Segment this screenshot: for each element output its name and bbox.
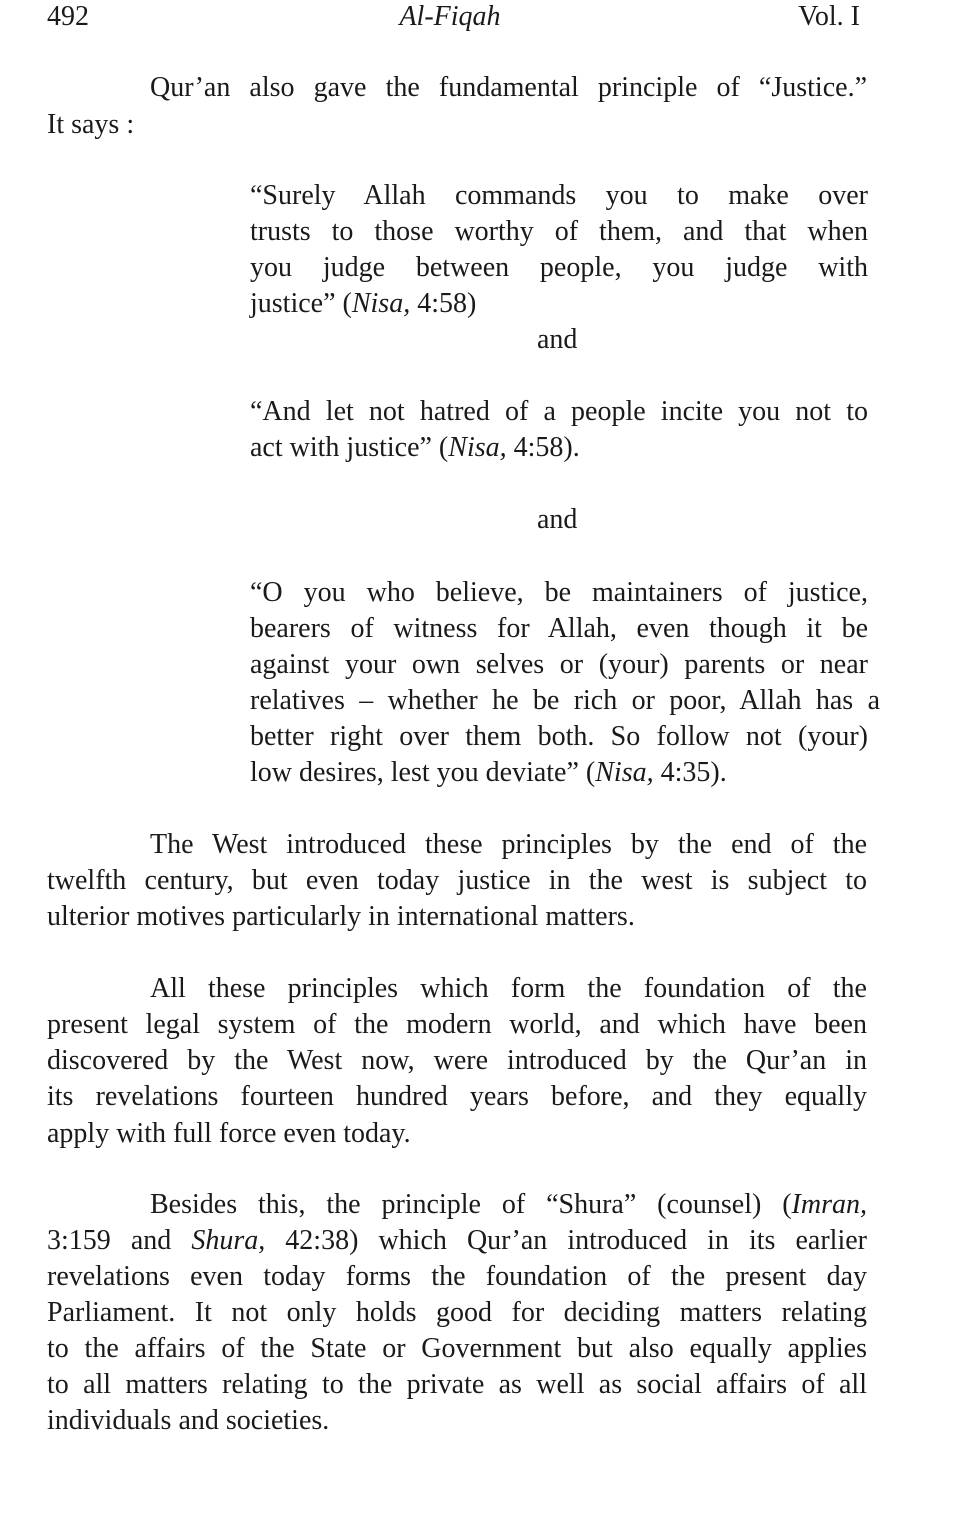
text-run: and [537, 324, 578, 355]
text-run: you judge between people, you judge with [250, 252, 868, 283]
paragraph-line [47, 1117, 867, 1151]
text-run: act with justice” ( [250, 432, 449, 463]
text-run: All these principles which form the foundation of the [150, 973, 867, 1004]
text-run: “Surely Allah commands you to make over [250, 180, 868, 211]
paragraph-line [150, 972, 867, 1006]
text-run: Besides this, the principle of “Shura” (counsel) ( [150, 1189, 792, 1220]
text-run: “O you who believe, be maintainers of justice, [250, 577, 868, 608]
citation-italic: Imran, [791, 1189, 867, 1220]
paragraph-line [47, 864, 867, 898]
quote-line [250, 684, 880, 718]
paragraph-line [47, 1404, 867, 1438]
text-run: and [537, 504, 578, 535]
paragraph-line [47, 1260, 867, 1294]
quote-line [250, 648, 868, 682]
text-run: “And let not hatred of a people incite you not to [250, 396, 868, 427]
paragraph-line [47, 1332, 867, 1366]
running-title: Al-Fiqah [399, 1, 501, 32]
paragraph-line [47, 1368, 867, 1402]
text-run: Qur’an also gave the fundamental principle of “Justice.” [150, 72, 867, 103]
text-run: its revelations fourteen hundred years before, and they equally [47, 1081, 867, 1112]
paragraph-line [47, 108, 867, 142]
text-run: against your own selves or (your) parents or near [250, 649, 868, 680]
volume-label: Vol. I [798, 1, 860, 32]
quote-line [250, 576, 868, 610]
citation-italic: Nisa, [448, 432, 507, 463]
quote-line [250, 215, 868, 249]
text-run: trusts to those worthy of them, and that when [250, 216, 868, 247]
text-run: apply with full force even today. [47, 1118, 411, 1149]
text-run: ulterior motives particularly in international matters. [47, 901, 635, 932]
paragraph-line [47, 1080, 867, 1114]
text-run: present legal system of the modern world, and which have been [47, 1009, 867, 1040]
quote-line [250, 720, 868, 754]
connector-and [537, 323, 577, 357]
text-run: individuals and societies. [47, 1405, 330, 1436]
text-run: 42:38) which Qur’an introduced in its earlier [265, 1225, 867, 1256]
text-run: twelfth century, but even today justice in the west is subject to [47, 865, 867, 896]
paragraph-line [150, 828, 867, 862]
quote-line [250, 251, 868, 285]
text-run: It says : [47, 109, 135, 140]
paragraph-line [47, 1008, 867, 1042]
text-run: The West introduced these principles by the end of the [150, 829, 867, 860]
page-number: 492 [47, 1, 89, 32]
text-run: 4:35). [653, 757, 727, 788]
citation-italic: Shura, [191, 1225, 266, 1256]
text-run: Parliament. It not only holds good for deciding matters relating [47, 1297, 867, 1328]
text-run: justice” ( [250, 288, 352, 319]
text-run: relatives – whether he be rich or poor, Allah has a [250, 685, 880, 716]
quote-line [250, 756, 868, 790]
text-run: low desires, lest you deviate” ( [250, 757, 596, 788]
paragraph-line [47, 1044, 867, 1078]
quote-line [250, 287, 868, 321]
paragraph-line [47, 900, 867, 934]
text-run: 3:159 and [47, 1225, 192, 1256]
text-run: 4:58). [506, 432, 580, 463]
text-run: to the affairs of the State or Government but also equally applies [47, 1333, 867, 1364]
quote-line [250, 431, 868, 465]
quote-line [250, 395, 868, 429]
citation-italic: Nisa, [595, 757, 654, 788]
connector-and [537, 503, 577, 537]
text-run: revelations even today forms the foundation of the present day [47, 1261, 867, 1292]
text-run: discovered by the West now, were introduced by the Qur’an in [47, 1045, 867, 1076]
citation-italic: Nisa, [351, 288, 411, 319]
paragraph-line [47, 1224, 867, 1258]
text-run: to all matters relating to the private as well as social affairs of all [47, 1369, 867, 1400]
paragraph-line [150, 71, 867, 105]
paragraph-line [47, 1296, 867, 1330]
paragraph-line [150, 1188, 867, 1222]
quote-line [250, 612, 868, 646]
text-run: bearers of witness for Allah, even though it be [250, 613, 868, 644]
quote-line [250, 179, 868, 213]
text-run: 4:58) [410, 288, 477, 319]
text-run: better right over them both. So follow not (your) [250, 721, 868, 752]
